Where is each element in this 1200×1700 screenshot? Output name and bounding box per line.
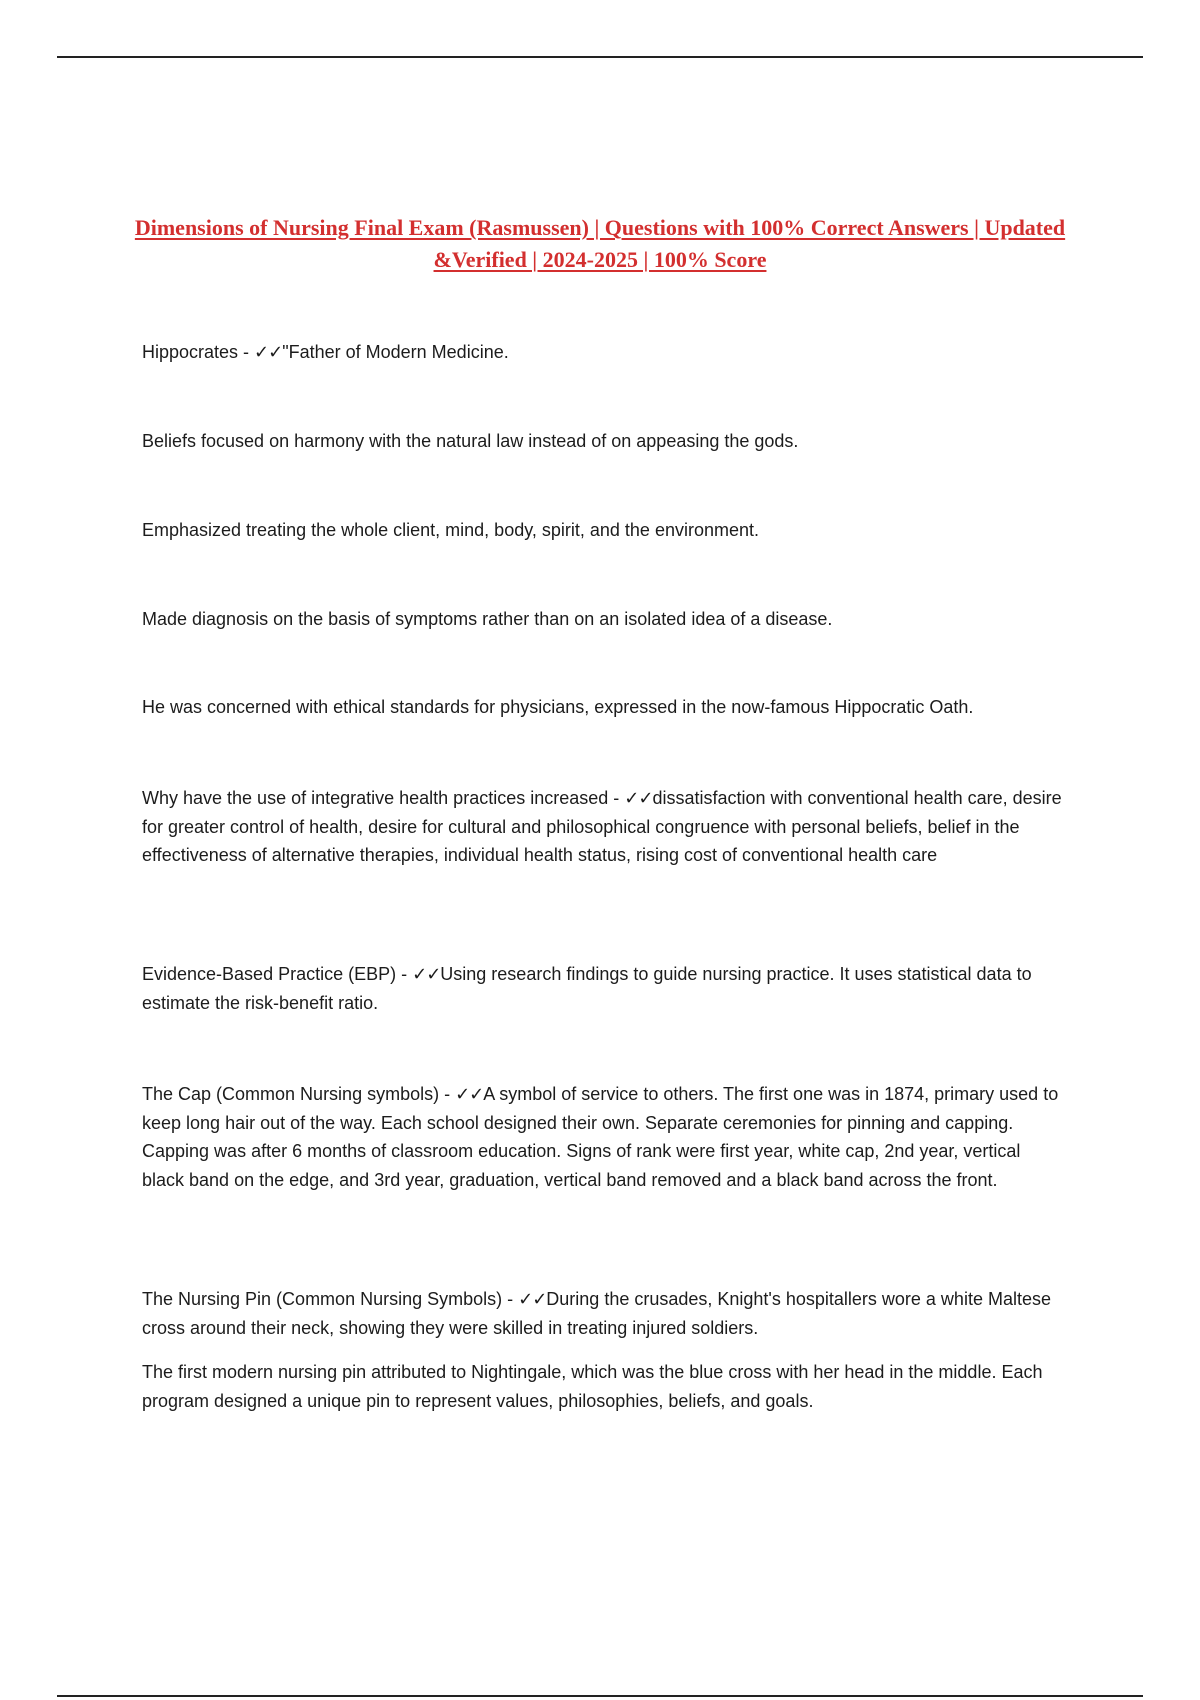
answer: A symbol of service to others. The first one was in 1874, primary used to keep long hair out of the way. Each school designed their own. Separate ceremonies for pinning and capping. Capping was after 6 months of classroom education. Signs of rank were first year, white cap, 2nd year, vertical black band on the edge, and 3rd year, graduation, vertical band removed and a black band across the front. [142, 1084, 1059, 1190]
answer: Using research findings to guide nursing practice. It uses statistical data to estimate the risk-benefit ratio. [142, 964, 1032, 1013]
answer: During the crusades, Knight's hospitallers wore a white Maltese cross around their neck, showing they were skilled in treating injured soldiers. [142, 1289, 1051, 1338]
paragraph-nursing-pin [142, 1285, 1067, 1342]
paragraph: Made diagnosis on the basis of symptoms rather than on an isolated idea of a disease. [142, 609, 833, 629]
answer: dissatisfaction with conventional health care, desire for greater control of health, desire for cultural and philosophical congruence with personal beliefs, belief in the effectiveness of alternative therapies, individual health status, rising cost of conventional health care [142, 788, 1062, 865]
top-divider [57, 56, 1143, 58]
paragraph-hippocrates [142, 338, 1067, 367]
checkmark-icon: ✓✓ [254, 342, 283, 362]
paragraph: The first modern nursing pin attributed to Nightingale, which was the blue cross with her head in the middle. Each program designed a unique pin to represent values, philosophies, beliefs, and goals. [142, 1362, 1043, 1411]
paragraph: Beliefs focused on harmony with the natural law instead of on appeasing the gods. [142, 431, 799, 451]
checkmark-icon: ✓✓ [412, 964, 441, 984]
paragraph: Emphasized treating the whole client, mind, body, spirit, and the environment. [142, 520, 760, 540]
paragraph-ebp [142, 960, 1067, 1017]
paragraph-integrative-health [142, 784, 1067, 870]
term: Why have the use of integrative health practices increased - [142, 788, 625, 808]
checkmark-icon: ✓✓ [518, 1289, 547, 1309]
term: The Cap (Common Nursing symbols) - [142, 1084, 456, 1104]
term: Hippocrates - [142, 342, 255, 362]
term: The Nursing Pin (Common Nursing Symbols) - [142, 1289, 519, 1309]
paragraph-cap [142, 1080, 1067, 1194]
checkmark-icon: ✓✓ [624, 788, 653, 808]
answer: "Father of Modern Medicine. [282, 342, 509, 362]
bottom-divider [57, 1695, 1143, 1697]
checkmark-icon: ✓✓ [455, 1084, 484, 1104]
document-title: Dimensions of Nursing Final Exam (Rasmussen) | Questions with 100% Correct Answers | Updated &Verified | 2024-2025 | 100% Score [134, 215, 1066, 272]
term: Evidence-Based Practice (EBP) - [142, 964, 413, 984]
paragraph: He was concerned with ethical standards for physicians, expressed in the now-famous Hippocratic Oath. [142, 697, 974, 717]
